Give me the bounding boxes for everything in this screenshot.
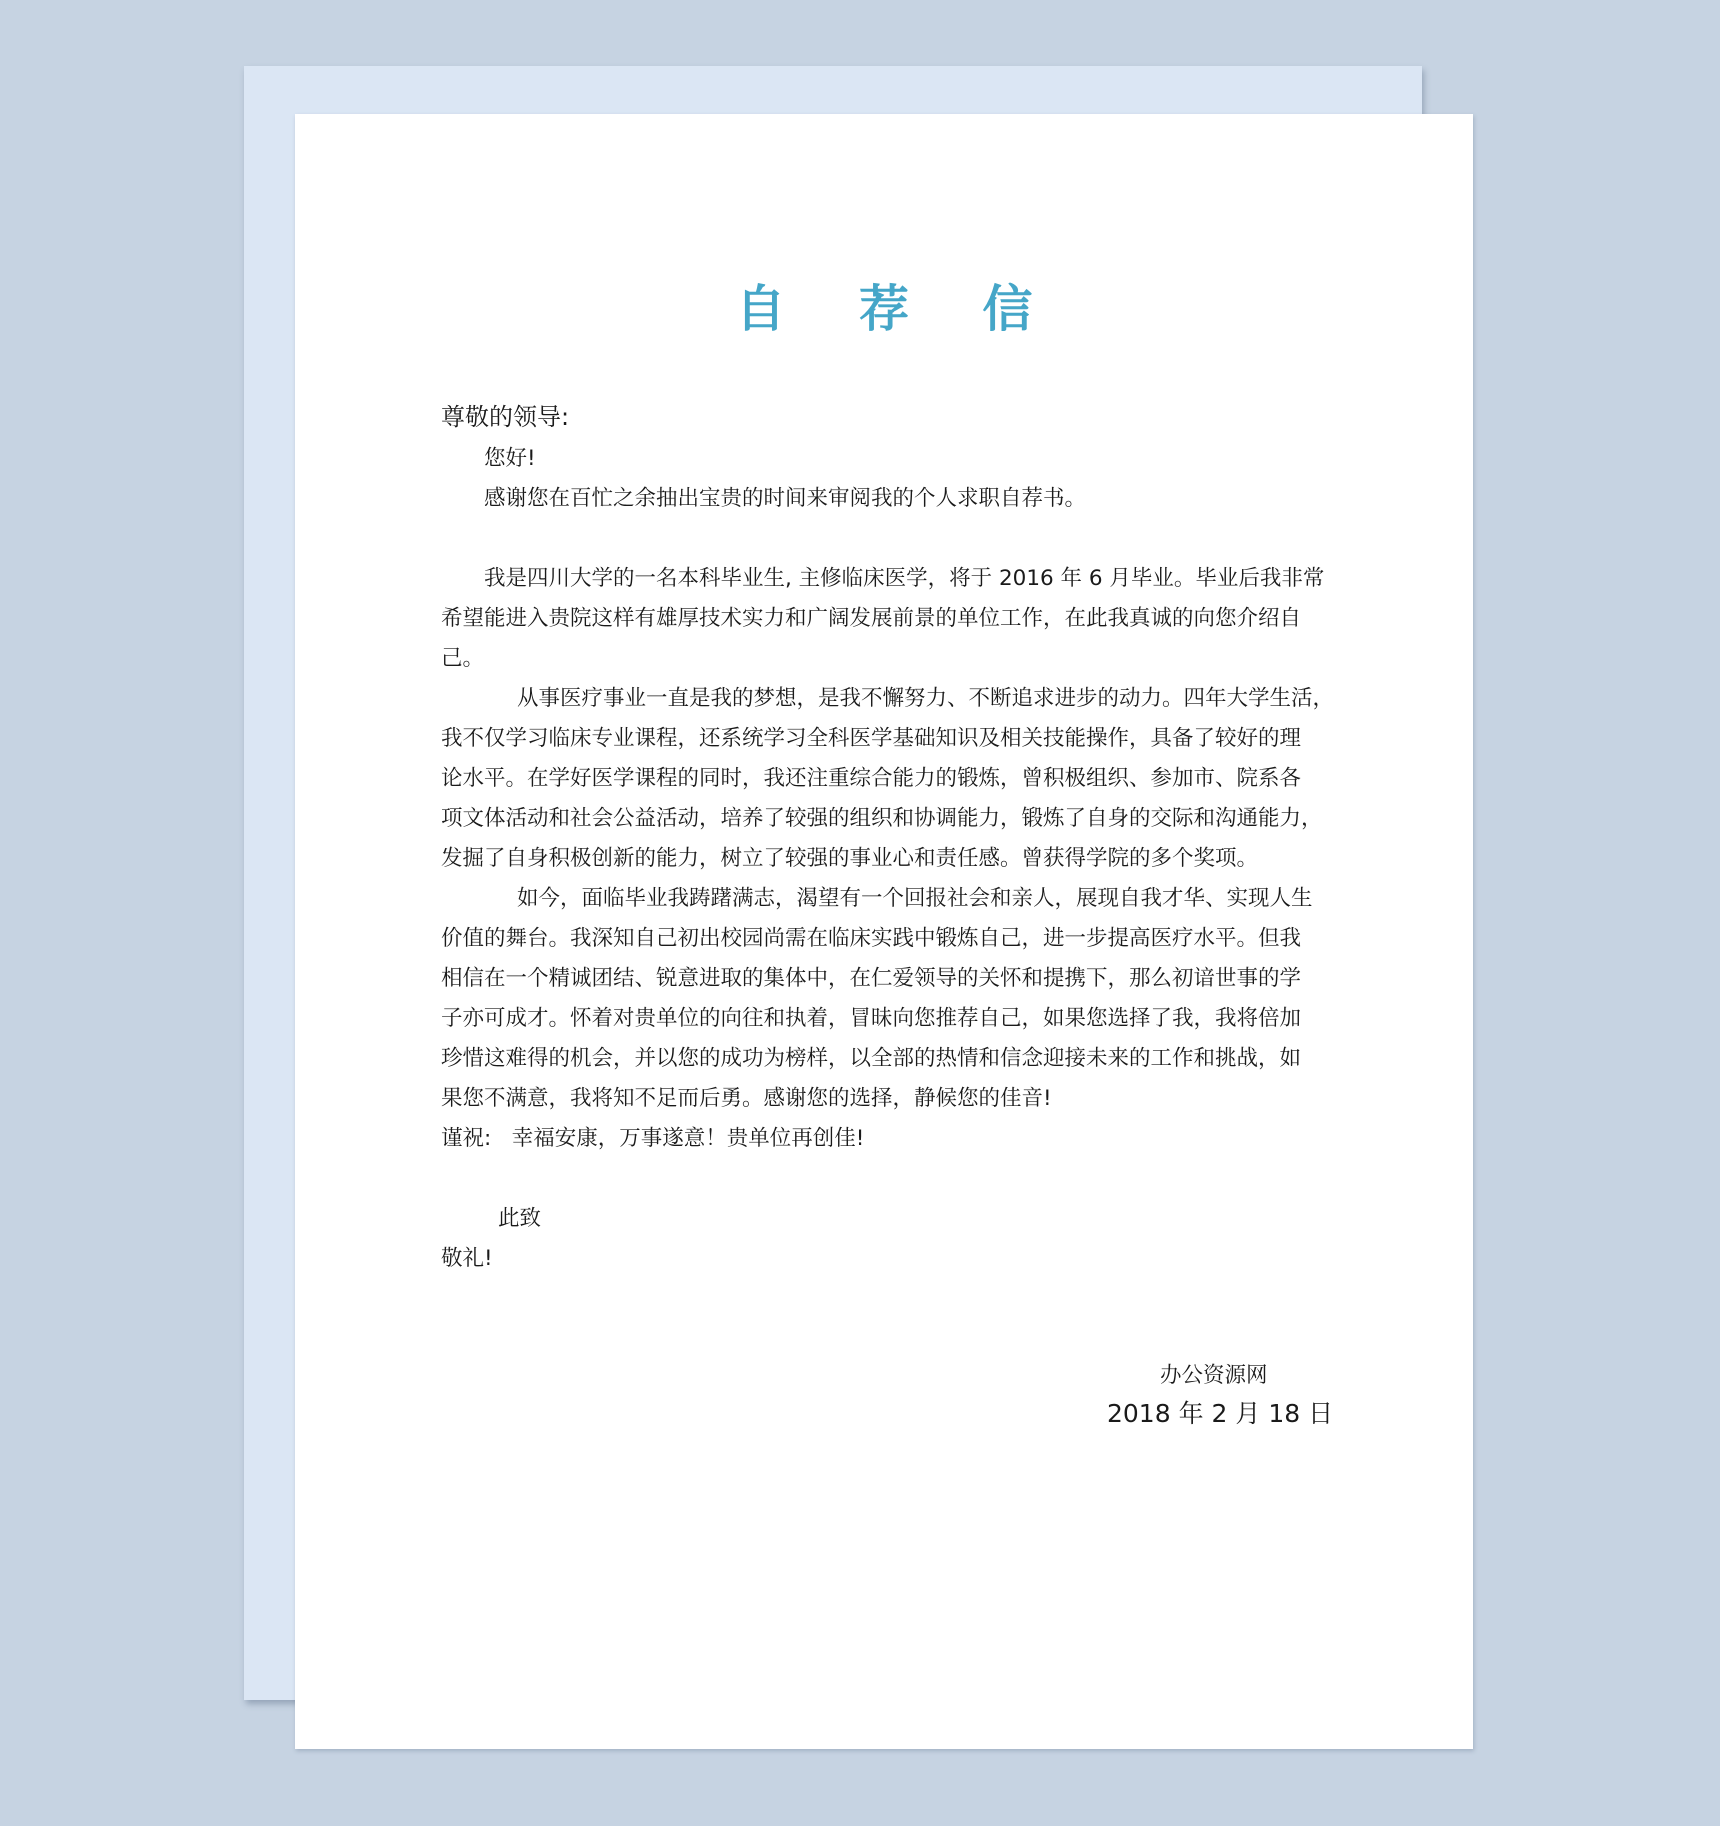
respect-line: 敬礼! xyxy=(441,1246,493,1271)
thanks-line: 感谢您在百忙之余抽出宝贵的时间来审阅我的个人求职自荐书。 xyxy=(484,486,1087,511)
signature: 办公资源网 xyxy=(1160,1363,1268,1388)
paragraph-line: 珍惜这难得的机会，并以您的成功为榜样，以全部的热情和信念迎接未来的工作和挑战，如 xyxy=(441,1046,1302,1071)
paragraph-line: 项文体活动和社会公益活动，培养了较强的组织和协调能力，锻炼了自身的交际和沟通能力， xyxy=(441,806,1323,831)
paragraph-line: 希望能进入贵院这样有雄厚技术实力和广阔发展前景的单位工作，在此我真诚的向您介绍自 xyxy=(441,606,1302,631)
salutation: 尊敬的领导: xyxy=(441,403,570,431)
paragraph-line: 从事医疗事业一直是我的梦想，是我不懈努力、不断追求进步的动力。四年大学生活， xyxy=(517,686,1335,711)
letter-title: 自 荐 信 xyxy=(735,280,1061,338)
wishes-line: 谨祝: 幸福安康，万事遂意！贵单位再创佳! xyxy=(441,1126,865,1151)
paragraph-line: 己。 xyxy=(441,646,485,671)
paragraph-line: 相信在一个精诚团结、锐意进取的集体中，在仁爱领导的关怀和提携下，那么初谙世事的学 xyxy=(441,966,1302,991)
paragraph-line: 如今，面临毕业我踌躇满志，渴望有一个回报社会和亲人，展现自我才华、实现人生 xyxy=(517,886,1313,911)
paragraph-line: 我是四川大学的一名本科毕业生, 主修临床医学，将于 2016 年 6 月毕业。毕业后我非常 xyxy=(484,566,1325,591)
letter-page xyxy=(295,114,1473,1749)
paragraph-line: 论水平。在学好医学课程的同时，我还注重综合能力的锻炼，曾积极组织、参加市、院系各 xyxy=(441,766,1302,791)
paragraph-line: 子亦可成才。怀着对贵单位的向往和执着，冒昧向您推荐自己，如果您选择了我，我将倍加 xyxy=(441,1006,1302,1031)
paragraph-line: 我不仅学习临床专业课程，还系统学习全科医学基础知识及相关技能操作，具备了较好的理 xyxy=(441,726,1302,751)
paragraph-line: 发掘了自身积极创新的能力，树立了较强的事业心和责任感。曾获得学院的多个奖项。 xyxy=(441,846,1259,871)
closing-line: 此致 xyxy=(498,1206,542,1231)
paragraph-line: 价值的舞台。我深知自己初出校园尚需在临床实践中锻炼自己，进一步提高医疗水平。但我 xyxy=(441,926,1302,951)
letter-date: 2018 年 2 月 18 日 xyxy=(1107,1399,1334,1428)
greeting: 您好! xyxy=(484,446,536,471)
paragraph-line: 果您不满意，我将知不足而后勇。感谢您的选择，静候您的佳音! xyxy=(441,1086,1052,1111)
